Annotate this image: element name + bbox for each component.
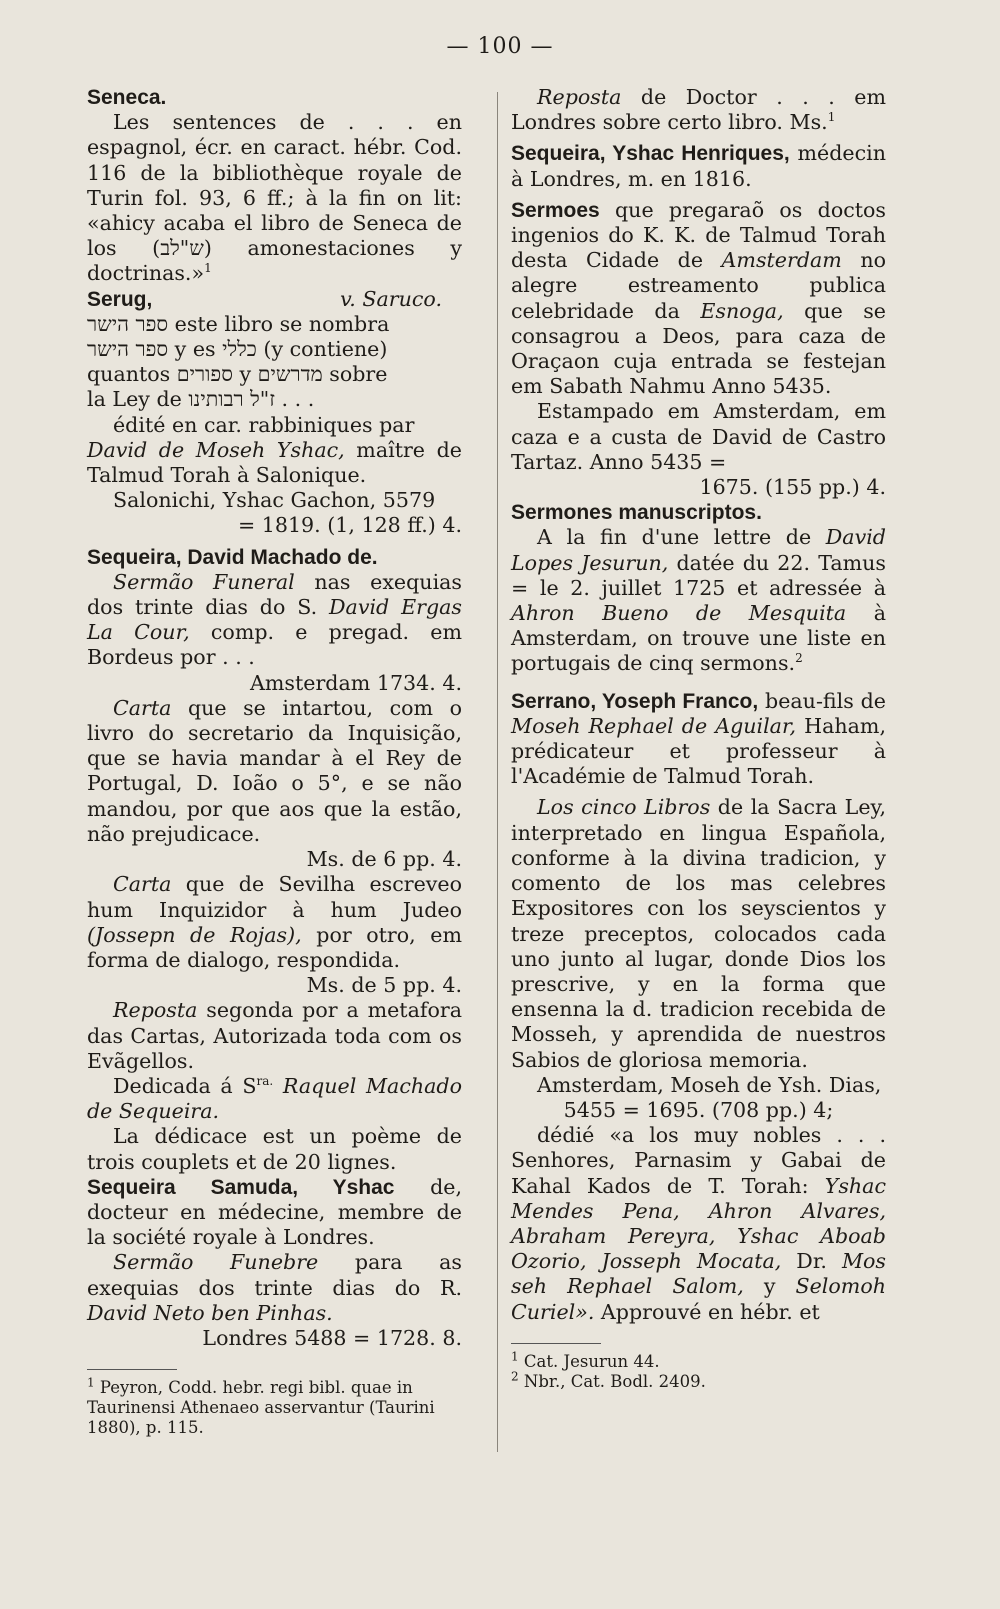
imprint-date: 5455 = 1695. (708 pp.) 4; bbox=[563, 1097, 834, 1122]
imprint: Amsterdam, Moseh de Ysh. Dias, bbox=[537, 1072, 882, 1097]
footnote: $^1$ Cat. Jesurun 44. bbox=[511, 1349, 660, 1371]
entry-reposta: Reposta de Doctor . . . em Londres sobre certo libro. Ms.$^1$ bbox=[511, 85, 886, 135]
footnote-rule bbox=[87, 1369, 177, 1370]
text-line: la Ley de ז"ל רבותינו . . . bbox=[87, 387, 315, 412]
text-line: édité en car. rabbiniques par bbox=[113, 412, 415, 437]
headword: Sequeira, David Machado de. bbox=[87, 545, 378, 569]
headword: Sequeira Samuda, Yshac bbox=[87, 1175, 395, 1199]
footnote-ref: 2 bbox=[795, 651, 803, 666]
text-line: maître de Talmud Torah à Salonique. bbox=[87, 437, 462, 488]
work-title: Reposta bbox=[537, 85, 622, 109]
work-title: Sermão Funeral bbox=[113, 569, 295, 594]
work-title: Carta bbox=[113, 695, 172, 720]
imprint: Amsterdam 1734. 4. bbox=[250, 670, 462, 695]
headword: Sequeira, Yshac Henriques, bbox=[511, 142, 790, 166]
imprint-date: = 1819. (1, 128 ff.) 4. bbox=[237, 513, 462, 538]
imprint: Estampado em Amsterdam, em caza e a custa de David de Castro Tartaz. Anno 5435 = bbox=[511, 399, 886, 474]
text-line: ספר הישר y es כללי (y contiene) bbox=[87, 337, 388, 362]
entry-sermones-manuscriptos: Sermones manuscriptos. A la fin d'une lettre de David Lopes Jesurun, datée du 22. Tamus = le 2. juillet 1725 et adressée à Ahron Bueno de Mesquita à Amsterdam, on trouve une liste en portugais de cinq sermons.$^2$ bbox=[511, 501, 887, 676]
cross-reference: v. Saruco. bbox=[340, 286, 442, 311]
page-number: — 100 — bbox=[446, 34, 554, 59]
entry-sequeira-henriques: Sequeira, Yshac Henriques, médecin à Londres, m. en 1816. bbox=[511, 141, 886, 191]
headword: Seneca. bbox=[87, 86, 167, 109]
entry-text: Les sentences de . . . en espagnol, écr. en caract. hébr. Cod. 116 de la bibliothèque royale de Turin fol. 93, 6 ff.; à la fin on lit: «ahicy acaba el libro de Seneca de los (ש"לב) amonestaciones y doctrinas.»$^1$ bbox=[87, 110, 462, 286]
imprint: Salonichi, Yshac Gachon, 5579 bbox=[113, 488, 436, 513]
person-name: David Neto ben Pinhas. bbox=[87, 1300, 333, 1325]
author-name: David de Moseh Yshac, bbox=[87, 437, 345, 462]
headword: Sermones manuscriptos. bbox=[511, 501, 762, 525]
headword: Serug, bbox=[87, 287, 153, 311]
footnote-ref: 1 bbox=[827, 110, 836, 125]
right-column bbox=[511, 85, 886, 1392]
footnote-ref: 1 bbox=[204, 261, 212, 276]
entry-seneca bbox=[87, 85, 462, 110]
entry-sequeira-samuda: Sequeira Samuda, Yshac de, docteur en médecine, membre de la société royale à Londres. Sermão Funebre para as exequias dos trinte dias do R. David Neto ben Pinhas. Londres 5488 = 1728. 8. bbox=[87, 1174, 462, 1350]
entry-sermoes: Sermoes que pregaraõ os doctos ingenios do K. K. de Talmud Torah desta Cidade de Amsterdam no alegre estreamento publica celebridade da Esnoga, que se consagrou a Deos, para caza de Oraçaon cuja entrada se festejan em Sabath Nahmu Anno 5435. Estampado em Amsterdam, em caza e a custa de David de Castro Tartaz. Anno 5435 = 1675. (155 pp.) 4. bbox=[511, 197, 886, 500]
column-divider bbox=[497, 92, 498, 1452]
entry-serug bbox=[87, 287, 462, 312]
work-title: Carta bbox=[113, 872, 172, 897]
work-title: Reposta bbox=[113, 998, 198, 1023]
footnote: $^1$ Peyron, Codd. hebr. regi bibl. quae in Taurinensi Athenaeo asservantur (Taurini 1880), p. 115. bbox=[87, 1375, 435, 1438]
footnote: $^2$ Nbr., Cat. Bodl. 2409. bbox=[511, 1369, 706, 1391]
headword: Sermoes bbox=[511, 198, 600, 222]
entry-sefer-hayashar bbox=[87, 312, 462, 539]
imprint-date: 1675. (155 pp.) 4. bbox=[699, 475, 886, 500]
entry-serrano: Serrano, Yoseph Franco, beau-fils de Moseh Rephael de Aguilar, Haham, prédicateur et professeur à l'Académie de Talmud Torah. Los cinco Libros de la Sacra Ley, interpretado en lingua Española, conforme à la divina tradicion, y comento de los mas celebres Expositores con los seyscientos y treze preceptos, colocados cada uno junto al lugar, donde Dios los prescrive, y en la forma que ensenna la d. tradicion recebida de Mosseh, y aprendida de nuestros Sabios de gloriosa memoria. Amsterdam, Moseh de Ysh. Dias, 5455 = 1695. (708 pp.) 4; dédié «a los muy nobles . . . Senhores, Parnasim y Gabai de Kahal Kados de T. Torah: Yshac Mendes Pena, Ahron Alvares, Abraham Pereyra, Yshac Aboab Ozorio, Josseph Mocata, Dr. Mos seh Rephael Salom, y Selomoh Curiel». Approuvé en hébr. et bbox=[511, 688, 886, 1324]
footnote-rule bbox=[511, 1343, 601, 1344]
person-name: David Ergas La Cour, bbox=[87, 595, 462, 645]
person-name: Raquel Machado de Sequeira. bbox=[87, 1073, 462, 1124]
imprint: Ms. de 6 pp. 4. bbox=[306, 847, 462, 872]
text-line: ספר הישר este libro se nombra bbox=[87, 311, 390, 336]
text-line: quantos ספורים y מדרשים sobre bbox=[87, 362, 388, 387]
work-title: Los cinco Libros bbox=[537, 795, 711, 820]
note: La dédicace est un poème de trois couplets et de 20 lignes. bbox=[87, 1124, 462, 1174]
person-name: (Jossepn de Rojas), bbox=[87, 922, 302, 947]
imprint: Londres 5488 = 1728. 8. bbox=[202, 1325, 462, 1350]
imprint: Ms. de 5 pp. 4. bbox=[306, 973, 462, 998]
entry-sequeira-david: Sequeira, David Machado de. Sermão Funeral nas exequias dos trinte dias do S. David Ergas La Cour, comp. e pregad. em Bordeus por . . . Amsterdam 1734. 4. Carta que se intartou, com o livro do secretario da Inquisição, que se havia mandar à el Rey de Portugal, D. Ioão o 5°, e se não mandou, por que aos que la estão, não prejudicace. Ms. de 6 pp. 4. Carta que de Sevilha escreveo hum Inquizidor à hum Judeo (Jossepn de Rojas), por otro, em forma de dialogo, respondida. Ms. de 5 pp. 4. Reposta segonda por a metafora das Cartas, Autorizada toda com os Evãgellos. Dedicada á $S^{ra.}$ Raquel Machado de Sequeira. La dédicace est un poème de trois couplets et de 20 lignes. bbox=[87, 545, 462, 1174]
left-column bbox=[87, 85, 462, 1438]
headword: Serrano, Yoseph Franco, bbox=[511, 689, 759, 713]
work-title: Sermão Funebre bbox=[113, 1250, 319, 1275]
